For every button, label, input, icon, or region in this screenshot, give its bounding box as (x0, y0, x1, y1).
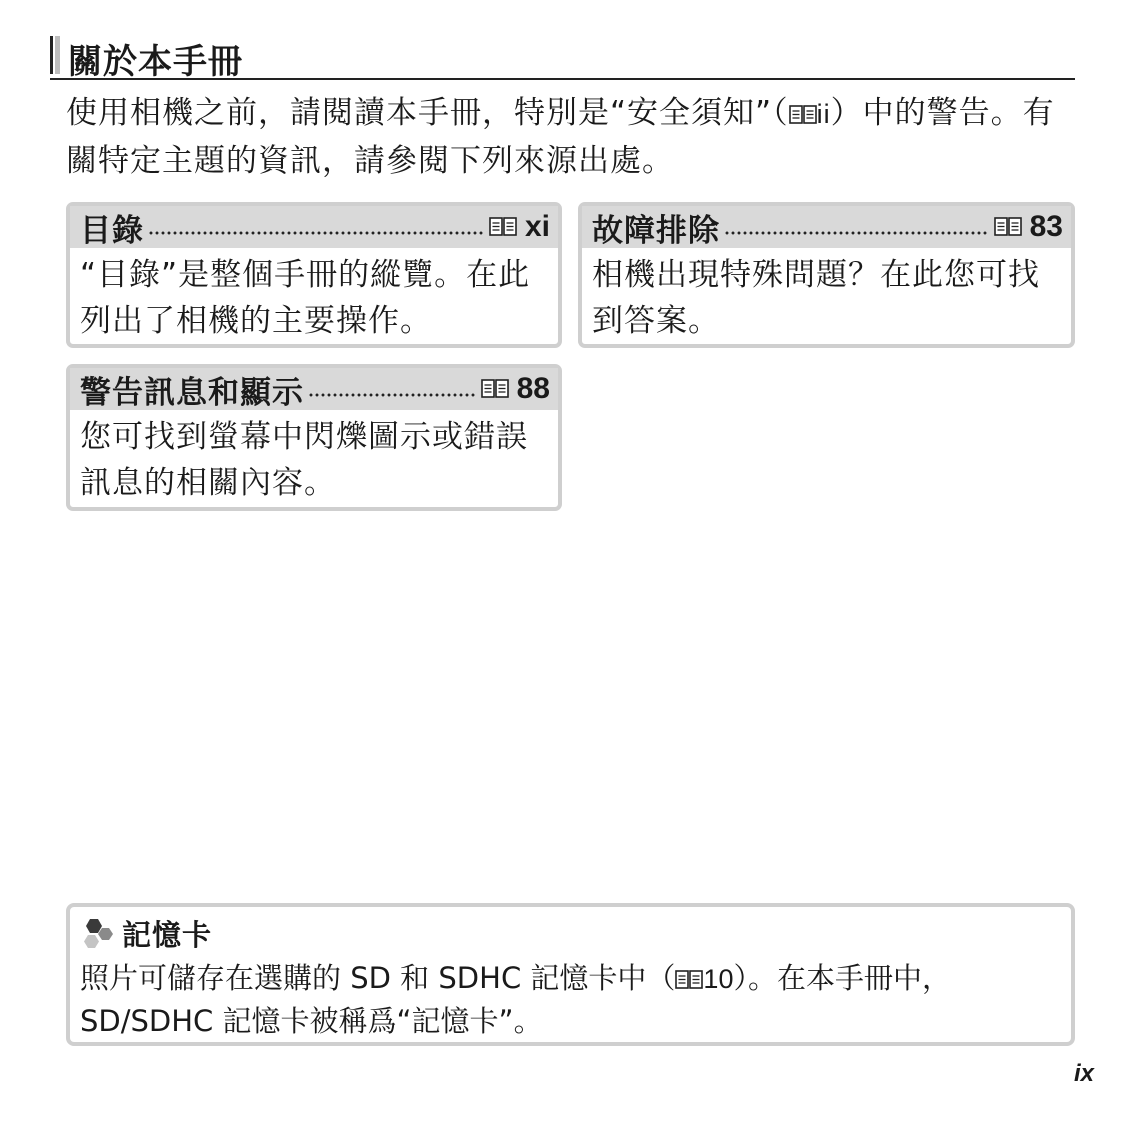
card-description: “目錄”是整個手冊的縱覽。在此列出了相機的主要操作。 (80, 257, 531, 339)
leader-dots (148, 230, 483, 236)
card-description: 相機出現特殊問題？在此您可找到答案。 (592, 257, 1040, 339)
note-title: 記憶卡 (122, 918, 213, 952)
memory-card-icon (80, 918, 114, 950)
card-page-ref[interactable] (489, 210, 550, 244)
note-text-1: 照片可儲存在選購的 SD 和 SDHC 記憶卡中（ (80, 961, 676, 995)
intro-paragraph (66, 90, 1066, 185)
section-bar (50, 36, 60, 74)
book-icon (675, 970, 703, 990)
page-number: ix (1074, 1060, 1095, 1087)
leader-dots (308, 392, 475, 398)
intro-text-2: ）中的警告。有關特定主題的資訊，請參閱下列來源出處。 (66, 95, 1055, 179)
card-title: 故障排除 (592, 212, 720, 249)
card-page-number: xi (524, 210, 550, 243)
intro-ref-page[interactable]: ii (816, 99, 831, 129)
note-text-2: ）。在本手冊中，SD/SDHC 記憶卡被稱爲“記憶卡”。 (80, 961, 951, 1038)
card-troubleshooting (578, 202, 1075, 348)
note-ref-page[interactable]: 10 (703, 964, 734, 994)
card-page-number: 83 (1029, 210, 1063, 243)
card-description: 您可找到螢幕中閃爍圖示或錯誤訊息的相關內容。 (80, 419, 528, 501)
card-header[interactable] (582, 206, 1071, 248)
card-title: 警告訊息和顯示 (80, 374, 304, 411)
card-warning-messages (66, 364, 562, 511)
book-icon (789, 105, 817, 125)
card-contents (66, 202, 562, 348)
memory-card-note (66, 903, 1075, 1046)
note-header (80, 913, 212, 954)
book-icon (994, 217, 1022, 237)
section-title: 關於本手冊 (68, 42, 243, 82)
book-icon (489, 217, 517, 237)
card-page-number: 88 (516, 372, 550, 405)
leader-dots (724, 230, 988, 236)
note-body (80, 957, 1060, 1042)
card-title: 目錄 (80, 212, 144, 249)
card-header[interactable] (70, 206, 558, 248)
card-page-ref[interactable] (481, 372, 550, 406)
card-header[interactable] (70, 368, 558, 410)
card-page-ref[interactable] (994, 210, 1063, 244)
section-header (50, 34, 1075, 80)
book-icon (481, 379, 509, 399)
intro-text-1: 使用相機之前，請閱讀本手冊，特別是“安全須知”（ (66, 95, 789, 131)
